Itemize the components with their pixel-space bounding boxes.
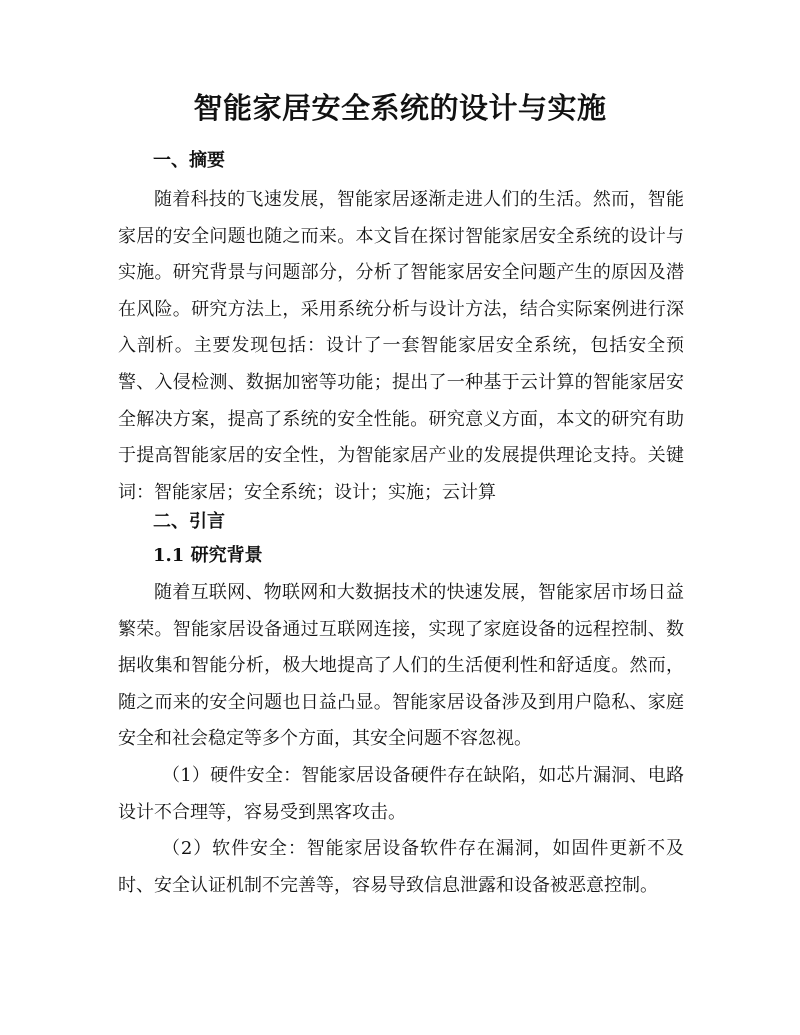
document-title: 智能家居安全系统的设计与实施: [193, 91, 607, 125]
introduction-heading: 二、引言: [153, 511, 225, 532]
abstract-paragraph: 随着科技的飞速发展，智能家居逐渐走进人们的生活。然而，智能家居的安全问题也随之而来。本文旨在探讨智能家居安全系统的设计与实施。研究背景与问题部分，分析了智能家居安全问题产生的原因及潜在风险。研究方法上，采用系统分析与设计方法，结合实际案例进行深入剖析。主要发现包括：设计了一套智能家居安全系统，包括安全预警、入侵检测、数据加密等功能；提出了一种基于云计算的智能家居安全解决方案，提高了系统的安全性能。研究意义方面，本文的研究有助于提高智能家居的安全性，为智能家居产业的发展提供理论支持。关键词：智能家居；安全系统；设计；实施；云计算: [118, 189, 684, 503]
abstract-heading: 一、摘要: [153, 150, 225, 171]
hardware-security-item: （1）硬件安全：智能家居设备硬件存在缺陷，如芯片漏洞、电路设计不合理等，容易受到黑客攻击。: [118, 765, 684, 823]
research-background-heading: 1.1 研究背景: [153, 545, 263, 566]
introduction-paragraph: 随着互联网、物联网和大数据技术的快速发展，智能家居市场日益繁荣。智能家居设备通过互联网连接，实现了家庭设备的远程控制、数据收集和智能分析，极大地提高了人们的生活便利性和舒适度。然而，随之而来的安全问题也日益凸显。智能家居设备涉及到用户隐私、家庭安全和社会稳定等多个方面，其安全问题不容忽视。: [118, 582, 684, 750]
software-security-item: （2）软件安全：智能家居设备软件存在漏洞，如固件更新不及时、安全认证机制不完善等，容易导致信息泄露和设备被恶意控制。: [118, 838, 684, 896]
